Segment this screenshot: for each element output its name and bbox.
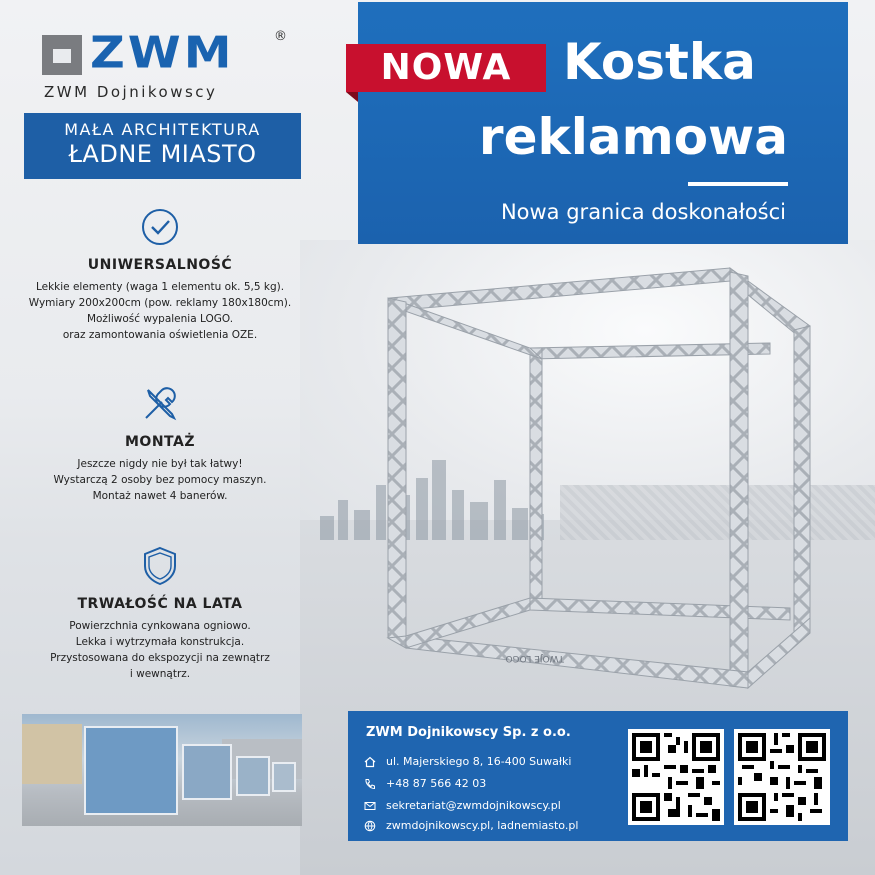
logo-wordmark: ZWM xyxy=(90,27,235,79)
phone-icon xyxy=(364,778,376,790)
hero-subtitle: Nowa granica doskonałości xyxy=(500,200,786,224)
company-name: ZWM Dojnikowscy xyxy=(44,83,218,101)
cube-logo-label: TWOJE LOGO xyxy=(505,653,564,663)
feature-title: TRWAŁOŚĆ NA LATA xyxy=(77,596,243,612)
feature-assembly xyxy=(0,382,320,504)
hero-title-line-1: Kostka xyxy=(563,33,756,91)
logo-mark-icon xyxy=(42,35,82,75)
shield-icon xyxy=(138,544,182,588)
registered-mark: ® xyxy=(274,29,287,44)
feature-title: UNIWERSALNOŚĆ xyxy=(87,257,233,273)
hero-banner xyxy=(358,2,848,244)
contact-address: ul. Majerskiego 8, 16-400 Suwałki xyxy=(364,755,571,768)
contact-email[interactable]: sekretariat@zwmdojnikowscy.pl xyxy=(364,799,561,812)
new-badge: NOWA xyxy=(346,44,546,92)
check-circle-icon xyxy=(138,205,182,249)
tagline-box xyxy=(24,113,301,179)
feature-universality xyxy=(0,205,320,343)
feature-durability xyxy=(0,544,320,682)
street-photo xyxy=(22,714,302,826)
tagline-line-2: ŁADNE MIASTO xyxy=(68,140,257,168)
contact-phone[interactable]: +48 87 566 42 03 xyxy=(364,777,486,790)
feature-text: Jeszcze nigdy nie był tak łatwy! Wystarczą 2 osoby bez pomocy maszyn. Montaż nawet 4 banerów. xyxy=(53,458,267,502)
contact-website[interactable]: zwmdojnikowscy.pl, ladnemiasto.pl xyxy=(364,819,578,832)
feature-title: MONTAŻ xyxy=(125,434,195,450)
mail-icon xyxy=(364,800,376,812)
qr-code-1[interactable] xyxy=(628,729,724,825)
contact-company-name: ZWM Dojnikowscy Sp. z o.o. xyxy=(366,725,571,740)
tagline-line-1: MAŁA ARCHITEKTURA xyxy=(64,120,261,139)
qr-code-2[interactable] xyxy=(734,729,830,825)
feature-text: Lekkie elementy (waga 1 elementu ok. 5,5 kg). Wymiary 200x200cm (pow. reklamy 180x180cm). Możliwość wypalenia LOGO. oraz zamontowania oświetlenia OZE. xyxy=(28,281,292,341)
hero-divider xyxy=(688,182,788,186)
hero-title-line-2: reklamowa xyxy=(478,108,788,166)
contact-panel xyxy=(348,711,848,841)
wrench-screwdriver-icon xyxy=(138,382,182,426)
globe-icon xyxy=(364,820,376,832)
feature-text: Powierzchnia cynkowana ogniowo. Lekka i wytrzymała konstrukcja. Przystosowana do ekspozycji na zewnątrz i wewnątrz. xyxy=(50,620,270,680)
home-icon xyxy=(364,756,376,768)
truss-cube-image xyxy=(370,258,830,698)
